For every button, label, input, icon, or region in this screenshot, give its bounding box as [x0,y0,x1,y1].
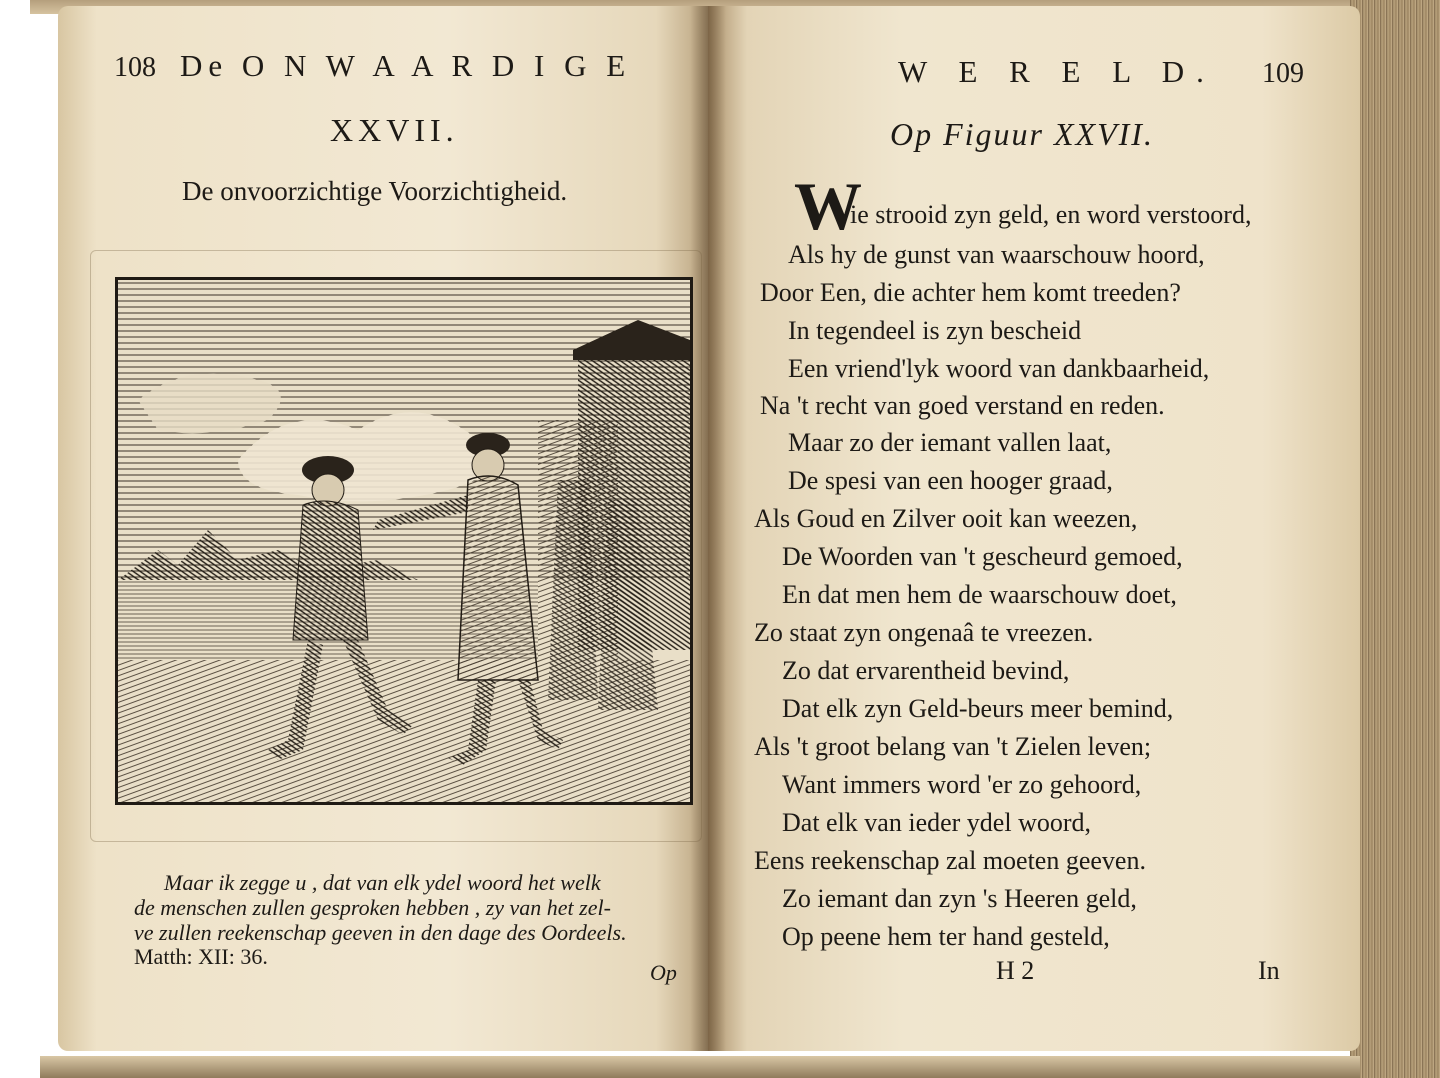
caption-line: de menschen zullen gesproken hebben , zy van het zel- [134,895,611,920]
right-catchword: In [1258,956,1280,985]
book-fore-edge [1350,0,1440,1078]
poem-line: De spesi van een hooger graad, [788,466,1113,495]
poem-line: Maar zo der iemant vallen laat, [788,428,1112,457]
poem-line: Dat elk van ieder ydel woord, [782,808,1092,837]
right-page-number: 109 [1262,58,1304,89]
engraving-illustration [115,277,693,805]
poem-line: Zo iemant dan zyn 's Heeren geld, [782,884,1137,913]
poem-heading: Op Figuur XXVII. [890,116,1154,152]
figure-title: De onvoorzichtige Voorzichtigheid. [182,176,568,206]
poem-line: Eens reekenschap zal moeten geeven. [754,846,1146,875]
signature-mark: H 2 [996,956,1035,985]
poem-line: In tegendeel is zyn bescheid [788,316,1082,345]
poem-line: De Woorden van 't gescheurd gemoed, [782,542,1183,571]
poem-line: ie strooid zyn geld, en word verstoord, [850,200,1252,229]
caption-line: Maar ik zegge u , dat van elk ydel woord het welk [164,870,601,895]
poem-line: Door Een, die achter hem komt treeden? [760,278,1181,307]
poem-line: Zo dat ervarentheid bevind, [782,656,1070,685]
poem-line: Zo staat zyn ongenaâ te vreezen. [754,618,1094,647]
drop-cap: W [794,168,862,244]
right-running-head: W E R E L D. [898,54,1216,89]
book-bottom-edge [40,1056,1360,1078]
engraving-svg [118,280,690,802]
poem-line: Op peene hem ter hand gesteld, [782,922,1110,951]
poem-line: Na 't recht van goed verstand en reden. [760,391,1165,420]
left-running-head: De O N W A A R D I G E [180,48,632,83]
left-catchword: Op [650,960,677,985]
caption-line: ve zullen reekenschap geeven in den dage des Oordeels. [134,920,627,945]
poem-line: Als Goud en Zilver ooit kan weezen, [754,504,1138,533]
poem-line: Want immers word 'er zo gehoord, [782,770,1142,799]
poem-line: En dat men hem de waarschouw doet, [782,580,1177,609]
poem-line: Als 't groot belang van 't Zielen leven; [754,732,1152,761]
caption-citation: Matth: XII: 36. [134,944,268,969]
left-page-number: 108 [114,52,156,83]
poem-line: Een vriend'lyk woord van dankbaarheid, [788,354,1210,383]
poem-line: Dat elk zyn Geld-beurs meer bemind, [782,694,1174,723]
figure-number: XXVII. [330,112,459,148]
poem-line: Als hy de gunst van waarschouw hoord, [788,240,1205,269]
